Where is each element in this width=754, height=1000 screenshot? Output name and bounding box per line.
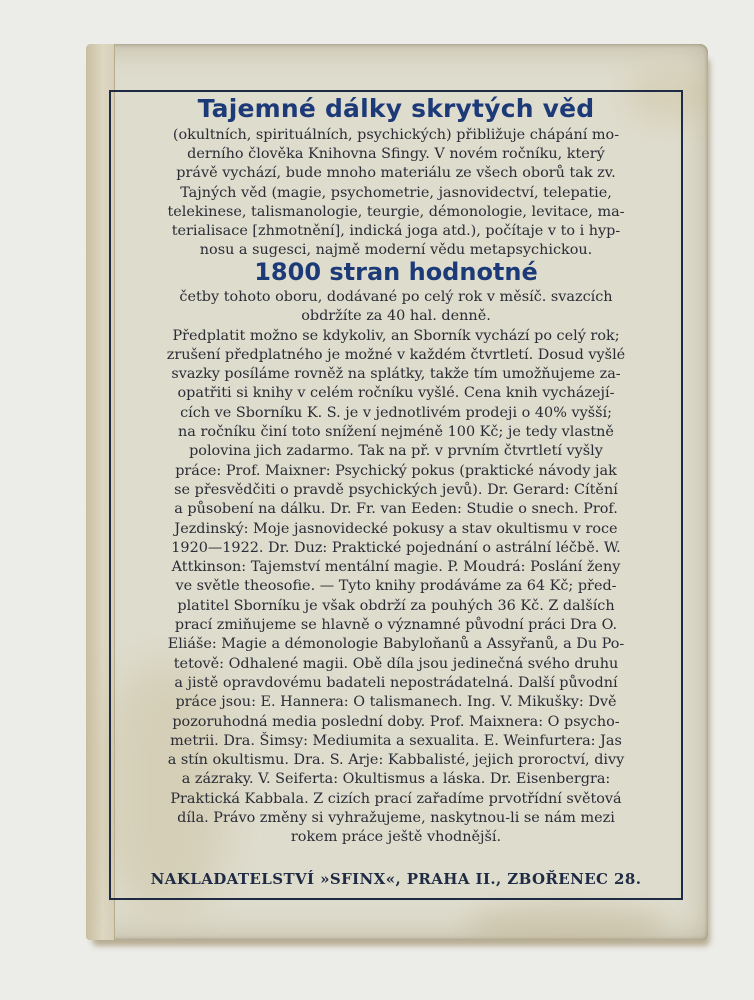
text-line: a působení na dálku. Dr. Fr. van Eeden: Studie o snech. Prof. [174, 501, 618, 518]
text-line: Jezdinský: Moje jasnovidecké pokusy a stav okultismu v roce [174, 520, 618, 537]
text-line: derního člověka Knihovna Sfingy. V novém ročníku, který [187, 146, 605, 163]
intro-text [119, 126, 673, 260]
text-line: opatřiti si knihy v celém ročníku vyšlé. Cena knih vycházejí- [177, 385, 615, 402]
text-line: (okultních, spirituálních, psychických) přibližuje chápání mo- [172, 127, 620, 143]
publisher-imprint: NAKLADATELSTVÍ »SFINX«, PRAHA II., ZBOŘENEC 28. [150, 870, 642, 888]
text-line: obdržíte za 40 hal. denně. [301, 308, 491, 325]
text-line: a stín okultismu. Dra. S. Arje: Kabbalisté, jejich proroctví, divy [167, 752, 625, 769]
text-line: Tajných věd (magie, psychometrie, jasnovidectví, telepatie, [180, 184, 612, 201]
text-line: a jistě opravdovému badateli nepostrádatelná. Další původní [174, 674, 618, 691]
text-line: cích ve Sborníku K. S. je v jednotlivém prodeji o 40% vyšší; [180, 404, 612, 421]
text-line: právě vychází, bude mnoho materiálu ze všech oborů tak zv. [176, 165, 616, 182]
text-line: terialisace [zhmotnění], indická joga atd.), počítaje v to i hyp- [171, 222, 621, 239]
text-line: se přesvědčiti o pravdě psychických jevů). Dr. Gerard: Cítění [174, 481, 618, 498]
text-line: na ročníku činí toto snížení nejméně 100 Kč; je tedy vlastně [178, 424, 614, 441]
text-line: prací zmiňujeme se hlavně o významné původní práci Dra O. [174, 617, 618, 634]
subheadline: 1800 stran hodnotné [254, 258, 538, 286]
text-line: svazky posíláme rovněž na splátky, takže tím umožňujeme za- [171, 366, 621, 383]
text-line: Eliáše: Magie a démonologie Babyloňanů a Assyřanů, a Du Po- [167, 636, 625, 653]
text-line: platitel Sborníku je však obdrží za pouhých 36 Kč. Z dalších [177, 597, 615, 614]
text-line: Attkinson: Tajemství mentální magie. P. Moudrá: Poslání ženy [171, 559, 621, 576]
text-line: metrii. Dra. Šimsy: Mediumita a sexualita. E. Weinfurtera: Jas [170, 732, 622, 749]
text-line: zrušení předplatného je možné v každém čtvrtletí. Dosud vyšlé [166, 346, 626, 363]
text-line: pozoruhodná media poslední doby. Prof. Maixnera: O psycho- [172, 713, 620, 730]
text-line: tetově: Odhalené magii. Obě díla jsou jedinečná svého druhu [173, 655, 619, 672]
text-line: díla. Právo změny si vyhražujeme, naskytnou-li se nám mezi [177, 810, 615, 827]
body-text [119, 288, 673, 848]
text-line: a zázraky. V. Seiferta: Okultismus a láska. Dr. Eisenbergra: [181, 771, 611, 788]
text-line: Praktická Kabbala. Z cizích prací zařadíme prvotřídní světová [170, 790, 622, 807]
advertisement-frame [109, 90, 683, 900]
book-cover [86, 44, 708, 940]
text-line: rokem práce ještě vhodnější. [290, 829, 502, 846]
text-line: 1920—1922. Dr. Duz: Praktické pojednání o astrální léčbě. W. [171, 539, 621, 556]
text-line: nosu a sugesci, najmě moderní vědu metapsychickou. [199, 242, 593, 259]
text-line: práce: Prof. Maixner: Psychický pokus (praktické návody jak [175, 462, 617, 479]
text-line: Předplatit možno se kdykoliv, an Sborník vychází po celý rok; [172, 327, 620, 344]
headline: Tajemné dálky skrytých věd [197, 94, 595, 123]
text-line: polovina jich zadarmo. Tak na př. v prvním čtvrtletí vyšly [189, 443, 603, 460]
paper-stain [466, 904, 666, 940]
text-line: práce jsou: E. Hannera: O talismanech. Ing. V. Mikušky: Dvě [175, 694, 617, 711]
text-line: četby tohoto oboru, dodávané po celý rok v měsíč. svazcích [179, 289, 613, 305]
text-line: telekinese, talismanologie, teurgie, démonologie, levitace, ma- [167, 203, 625, 220]
text-line: ve světle theosofie. — Tyto knihy prodáváme za 64 Kč; před- [175, 578, 617, 595]
